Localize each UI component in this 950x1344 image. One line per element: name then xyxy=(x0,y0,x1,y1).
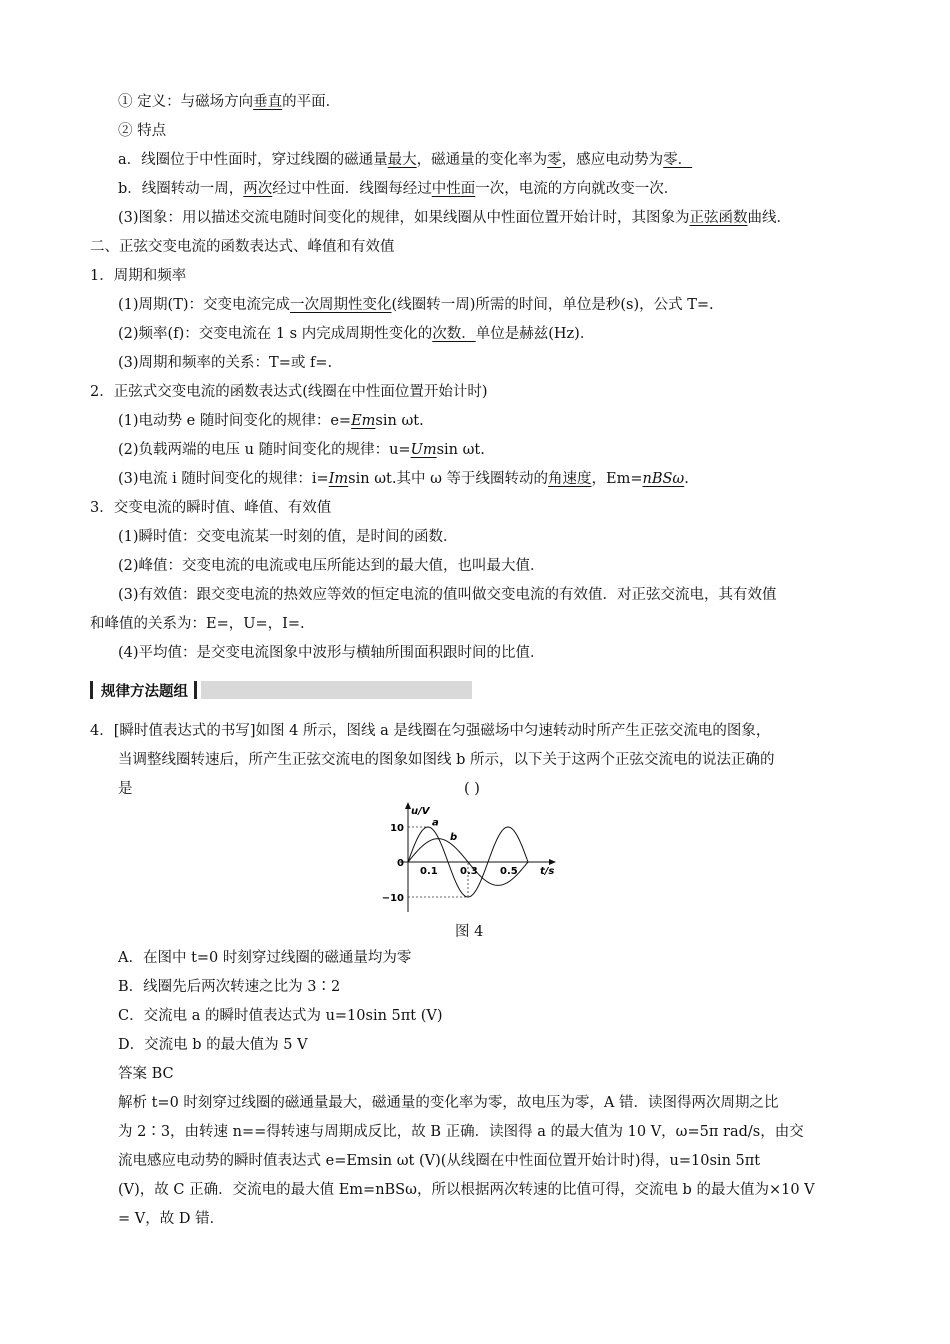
question-text: 当调整线圈转速后，所产生正弦交流电的图象如图线 b 所示，以下关于这两个正弦交流电的说法正确的 xyxy=(118,752,775,768)
series-b-label: b xyxy=(450,832,458,844)
option-d: D．交流电 b 的最大值为 5 V xyxy=(118,1037,308,1053)
section-heading: 二、正弦交变电流的函数表达式、峰值和有效值 xyxy=(90,239,395,255)
subheading: 1．周期和频率 xyxy=(90,268,187,284)
x-axis-label: t/s xyxy=(540,866,555,877)
explanation-line: (V)，故 C 正确．交流电的最大值 Em=nBSω，所以根据两次转速的比值可得，交流电 b 的最大值为×10 V xyxy=(118,1182,815,1198)
answer-blank: ( ) xyxy=(464,781,480,797)
answer-line: 答案 BC xyxy=(118,1066,174,1082)
text-line: ② 特点 xyxy=(118,123,167,139)
text-line: a．线圈位于中性面时，穿过线圈的磁通量最大，磁通量的变化率为零，感应电动势为零． xyxy=(118,152,693,168)
x-tick-label: 0.5 xyxy=(500,866,518,877)
text-line: (3)电流 i 随时间变化的规律：i=Imsin ωt.其中 ω 等于线圈转动的角速度，Em=nBSω. xyxy=(118,471,689,487)
waveform-chart xyxy=(380,800,560,915)
y-tick-label: −10 xyxy=(381,893,404,904)
banner-left-bar xyxy=(90,681,93,699)
y-tick-label: 10 xyxy=(390,823,404,834)
option-c: C．交流电 a 的瞬时值表达式为 u=10sin 5πt (V) xyxy=(118,1008,443,1024)
figure-caption: 图 4 xyxy=(455,924,484,940)
text-line: (1)周期(T)：交变电流完成一次周期性变化(线圈转一周)所需的时间，单位是秒(s)，公式 T=. xyxy=(118,297,714,313)
y-axis-label: u/V xyxy=(411,806,430,817)
explanation-line: 流电感应电动势的瞬时值表达式 e=Emsin ωt (V)(从线圈在中性面位置开始计时)得，u=10sin 5πt xyxy=(118,1153,761,1169)
text-line: (2)频率(f)：交变电流在 1 s 内完成周期性变化的次数．单位是赫兹(Hz)． xyxy=(118,326,595,342)
text-line: (3)图象：用以描述交流电随时间变化的规律，如果线圈从中性面位置开始计时，其图象为正弦函数曲线． xyxy=(118,210,792,226)
text-line: b．线圈转动一周，两次经过中性面．线圈每经过中性面一次，电流的方向就改变一次． xyxy=(118,181,679,197)
explanation-line: 为 2∶3，由转速 n==得转速与周期成反比，故 B 正确．读图得 a 的最大值为 10 V，ω=5π rad/s，由交 xyxy=(118,1124,804,1140)
text-line: 和峰值的关系为：E=，U=，I=. xyxy=(90,616,305,632)
explanation-line: = V，故 D 错． xyxy=(118,1211,225,1227)
section-title: 规律方法题组 xyxy=(101,683,188,700)
explanation-line: 解析 t=0 时刻穿过线圈的磁通量最大，磁通量的变化率为零，故电压为零，A 错．读图得两次周期之比 xyxy=(118,1095,779,1111)
option-a: A．在图中 t=0 时刻穿过线圈的磁通量均为零 xyxy=(118,950,412,966)
text-line: (3)有效值：跟交变电流的热效应等效的恒定电流的值叫做交变电流的有效值．对正弦交流电，其有效值 xyxy=(118,587,777,603)
text-line: (4)平均值：是交变电流图象中波形与横轴所围面积跟时间的比值． xyxy=(118,645,545,661)
series-a-label: a xyxy=(432,817,439,829)
text-line: ① 定义：与磁场方向垂直的平面． xyxy=(118,94,341,110)
text-line: (1)瞬时值：交变电流某一时刻的值，是时间的函数． xyxy=(118,529,458,545)
x-tick-label: 0.1 xyxy=(420,866,438,877)
subheading: 2．正弦式交变电流的函数表达式(线圈在中性面位置开始计时) xyxy=(90,384,488,400)
waveform-figure xyxy=(380,800,560,915)
text-line: (1)电动势 e 随时间变化的规律：e=Emsin ωt. xyxy=(118,413,424,429)
text-line: (2)负载两端的电压 u 随时间变化的规律：u=Umsin ωt. xyxy=(118,442,485,458)
subheading: 3．交变电流的瞬时值、峰值、有效值 xyxy=(90,500,332,516)
x-tick-label: 0.3 xyxy=(460,866,478,877)
text-line: (3)周期和频率的关系：T=或 f=. xyxy=(118,355,333,371)
y-tick-label: 0 xyxy=(397,858,404,869)
text-line: (2)峰值：交变电流的电流或电压所能达到的最大值，也叫最大值． xyxy=(118,558,545,574)
question-text: 是 xyxy=(118,781,133,797)
question-text: 4．[瞬时值表达式的书写]如图 4 所示，图线 a 是线圈在匀强磁场中匀速转动时所产生正弦交流电的图象， xyxy=(90,723,771,739)
banner-fill xyxy=(201,681,472,699)
x-axis-arrow xyxy=(549,859,556,865)
section-banner xyxy=(90,680,472,700)
banner-right-bar xyxy=(194,681,197,699)
option-b: B．线圈先后两次转速之比为 3∶2 xyxy=(118,979,341,995)
